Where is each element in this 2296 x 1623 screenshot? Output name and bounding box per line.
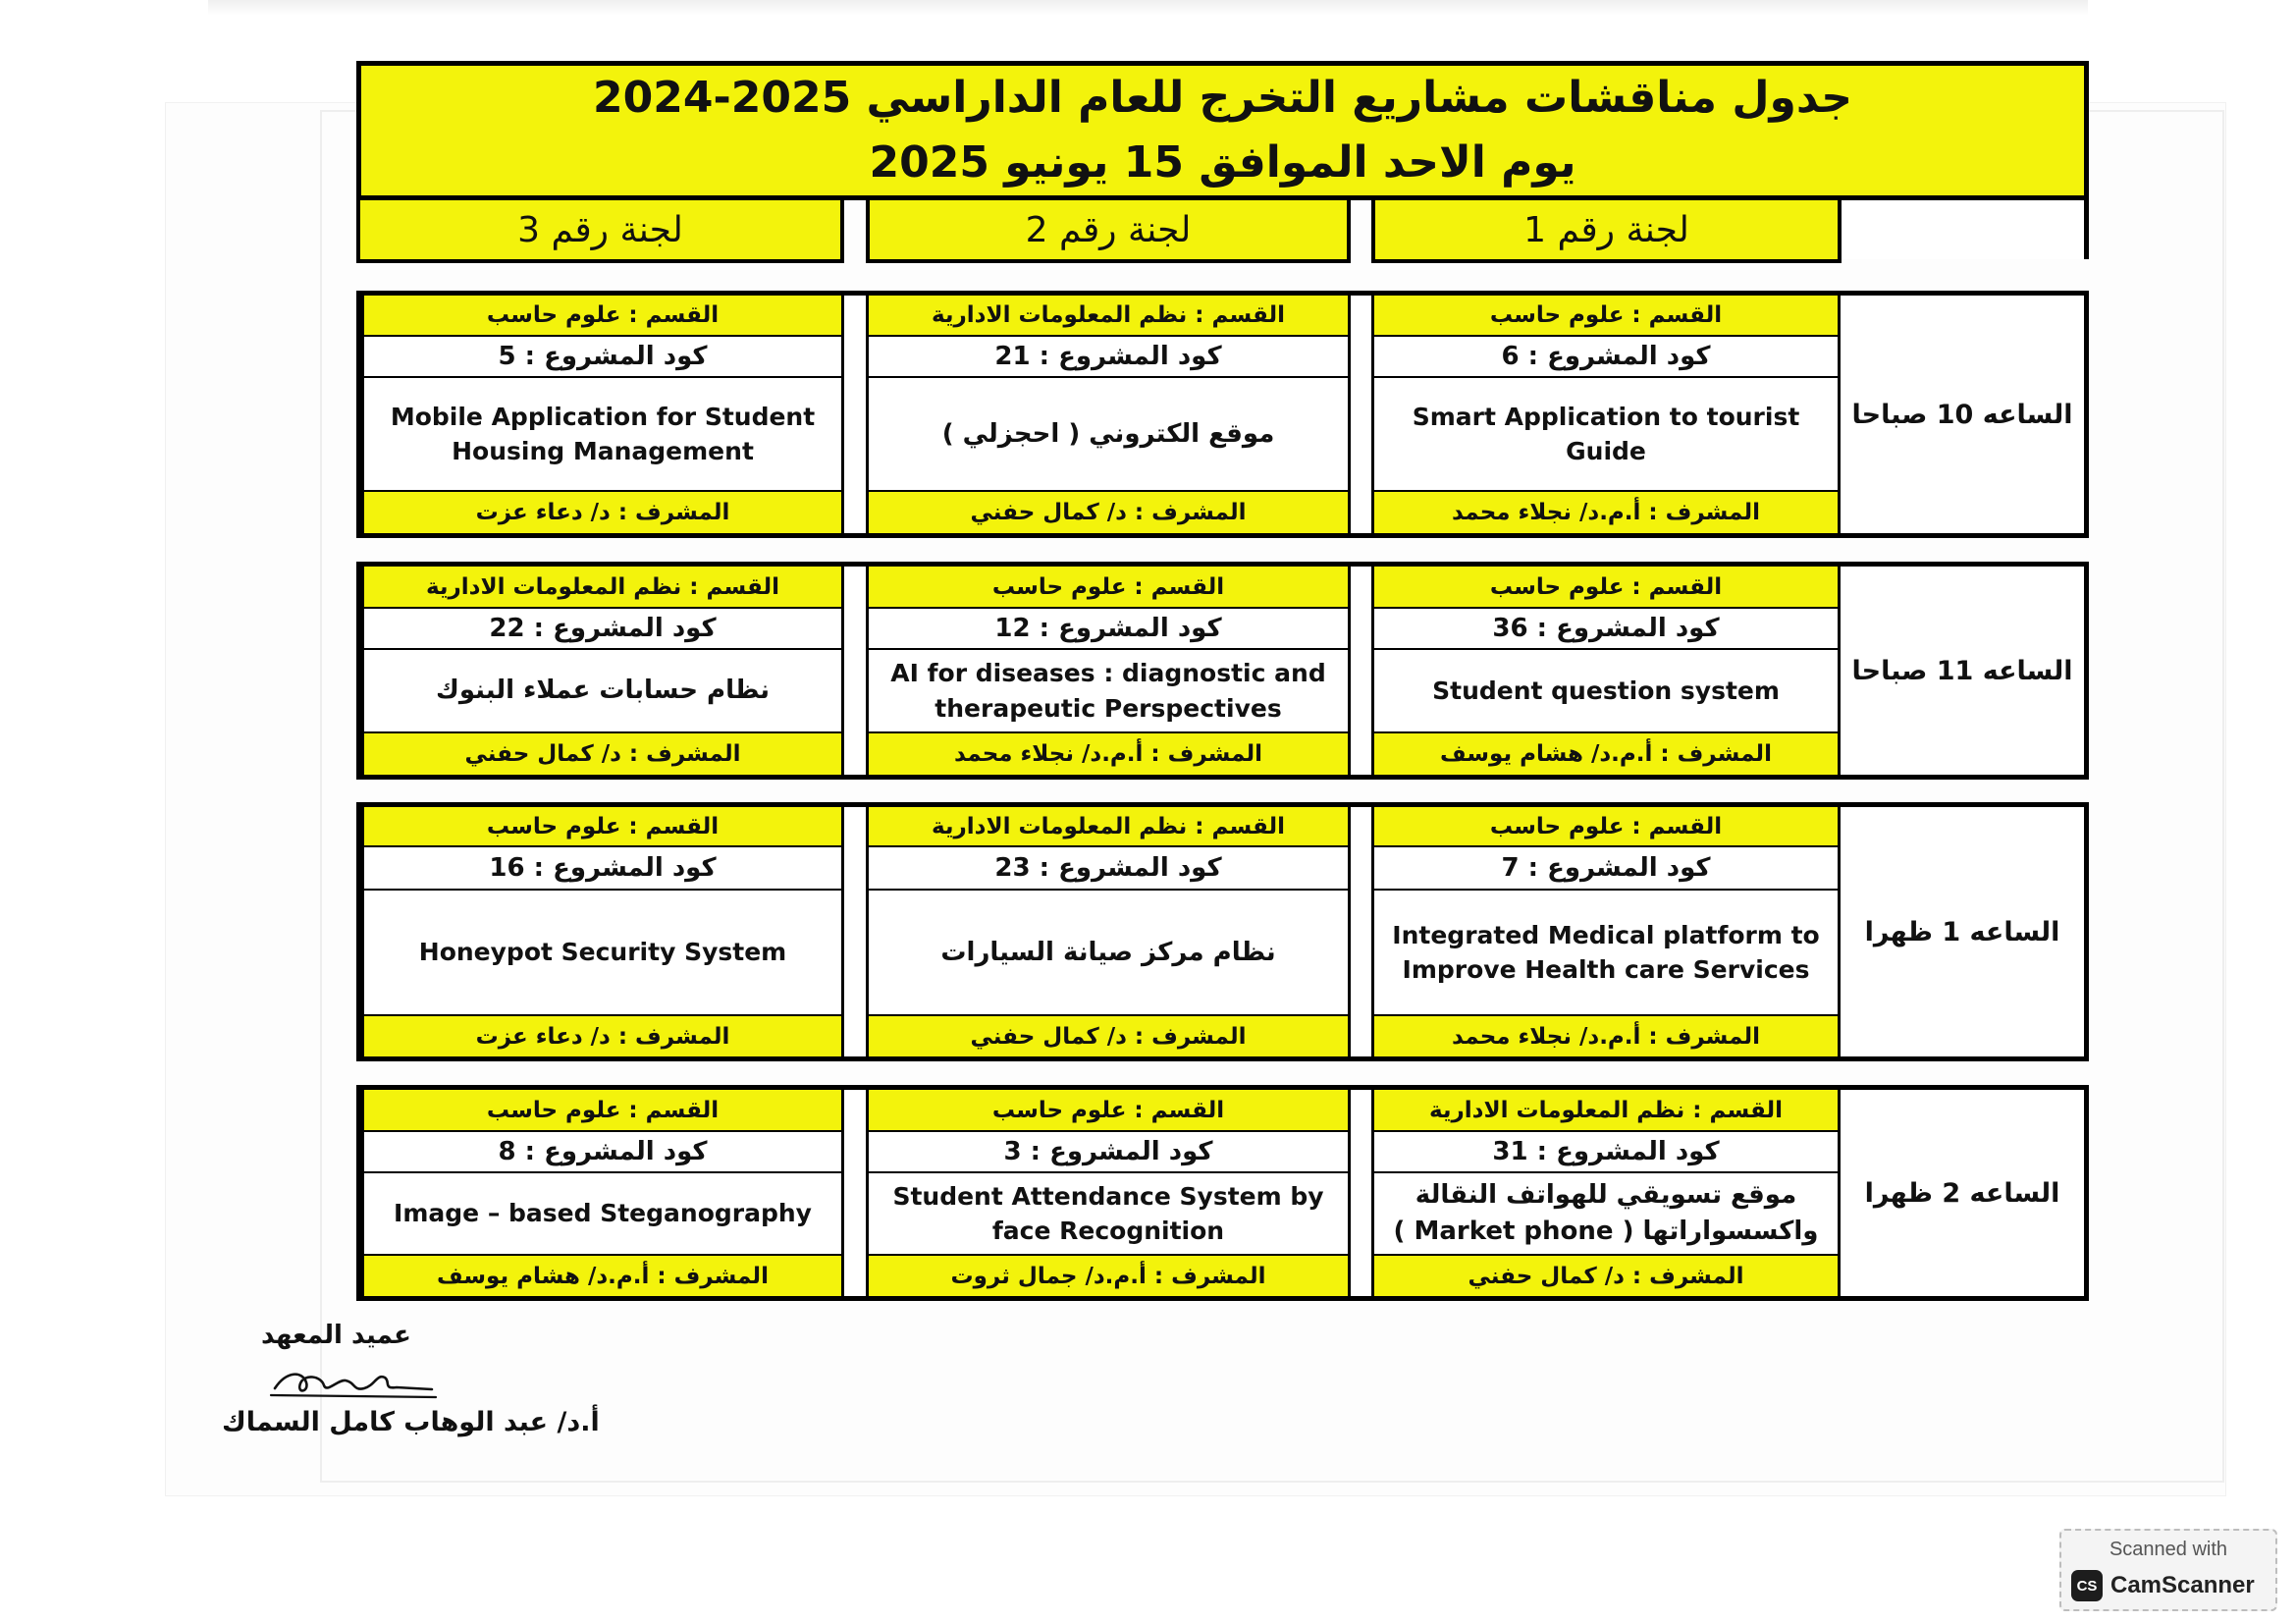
project-code: كود المشروع : 8 (364, 1132, 841, 1173)
supervisor-label: المشرف : أ.م.د/ نجلاء محمد (869, 733, 1348, 775)
project-title-line: Image – based Steganography (394, 1199, 812, 1228)
cell-committee-3 (361, 1090, 844, 1296)
cell-committee-2 (866, 1090, 1351, 1296)
project-title (364, 650, 841, 733)
supervisor-label: المشرف : د/ كمال حفني (364, 733, 841, 775)
time-slot-row (356, 1085, 2089, 1301)
department-label: القسم : علوم حاسب (869, 1090, 1348, 1132)
cell-committee-3 (361, 296, 844, 533)
project-code: كود المشروع : 31 (1374, 1132, 1838, 1173)
signatory-name: أ.د/ عبد الوهاب كامل السماك (222, 1407, 600, 1437)
time-slot-label: الساعه 11 صباحا (1841, 567, 2084, 775)
department-label: القسم : علوم حاسب (1374, 567, 1838, 609)
project-title-line: Honeypot Security System (418, 938, 787, 967)
scan-edge (208, 0, 2088, 16)
supervisor-label: المشرف : أ.م.د/ نجلاء محمد (1374, 1016, 1838, 1056)
supervisor-label: المشرف : أ.م.د/ جمال ثروت (869, 1256, 1348, 1296)
supervisor-label: المشرف : د/ دعاء عزت (364, 492, 841, 533)
cell-committee-1 (1371, 1090, 1841, 1296)
signature-mark (267, 1359, 440, 1400)
header-blank-cell (1842, 200, 2089, 259)
supervisor-label: المشرف : د/ دعاء عزت (364, 1016, 841, 1056)
time-slot-row (356, 802, 2089, 1061)
cell-committee-2 (866, 567, 1351, 775)
supervisor-label: المشرف : د/ كمال حفني (869, 492, 1348, 533)
project-code: كود المشروع : 7 (1374, 847, 1838, 891)
cell-committee-1 (1371, 567, 1841, 775)
camscanner-badge (2059, 1529, 2277, 1611)
project-code: كود المشروع : 22 (364, 609, 841, 650)
project-title (869, 378, 1348, 492)
signatory-role: عميد المعهد (261, 1321, 411, 1350)
project-code: كود المشروع : 16 (364, 847, 841, 891)
time-slot-label: الساعه 10 صباحا (1841, 296, 2084, 533)
project-code: كود المشروع : 36 (1374, 609, 1838, 650)
project-title-line: Student Attendance System by (892, 1181, 1324, 1211)
project-title (869, 650, 1348, 733)
project-title (364, 891, 841, 1016)
project-title (1374, 891, 1838, 1016)
badge-brand: CamScanner (2110, 1572, 2255, 1598)
project-title-line: Improve Health care Services (1402, 955, 1810, 984)
committee-1-header: لجنة رقم 1 (1371, 200, 1842, 263)
cell-committee-1 (1371, 296, 1841, 533)
project-code: كود المشروع : 3 (869, 1132, 1348, 1173)
project-code: كود المشروع : 23 (869, 847, 1348, 891)
supervisor-label: المشرف : أ.م.د/ هشام يوسف (364, 1256, 841, 1296)
badge-brand-row (2071, 1570, 2255, 1601)
committee-2-header: لجنة رقم 2 (866, 200, 1351, 263)
project-code: كود المشروع : 21 (869, 337, 1348, 378)
project-title (1374, 650, 1838, 733)
project-title-line: موقع الكتروني ( احجزلي ) (941, 418, 1275, 449)
department-label: القسم : علوم حاسب (364, 807, 841, 847)
committee-3-header: لجنة رقم 3 (356, 200, 844, 263)
project-title-line: نظام حسابات عملاء البنوك (436, 676, 770, 706)
project-code: كود المشروع : 12 (869, 609, 1348, 650)
project-title (1374, 378, 1838, 492)
supervisor-label: المشرف : د/ كمال حفني (1374, 1256, 1838, 1296)
department-label: القسم : علوم حاسب (1374, 807, 1838, 847)
project-title-line: Housing Management (452, 437, 754, 465)
project-title-line: Integrated Medical platform to (1392, 920, 1820, 949)
project-title (869, 891, 1348, 1016)
project-code: كود المشروع : 5 (364, 337, 841, 378)
department-label: القسم : نظم المعلومات الادارية (869, 296, 1348, 337)
project-title (869, 1173, 1348, 1256)
cell-committee-3 (361, 807, 844, 1056)
supervisor-label: المشرف : أ.م.د/ هشام يوسف (1374, 733, 1838, 775)
cell-committee-1 (1371, 807, 1841, 1056)
project-title-line: Student question system (1432, 676, 1780, 705)
project-title-line: AI for diseases : diagnostic and (890, 659, 1326, 687)
cell-committee-2 (866, 807, 1351, 1056)
department-label: القسم : نظم المعلومات الادارية (364, 567, 841, 609)
project-title-line: موقع تسويقي للهواتف النقالة (1415, 1180, 1797, 1211)
badge-caption: Scanned with (2109, 1539, 2228, 1560)
camscanner-logo-icon: CS (2071, 1570, 2103, 1601)
project-title (364, 378, 841, 492)
project-title-line: Mobile Application for Student (390, 402, 816, 431)
cell-committee-2 (866, 296, 1351, 533)
project-title (364, 1173, 841, 1256)
cell-committee-3 (361, 567, 844, 775)
time-slot-label: الساعه 1 ظهرا (1841, 807, 2084, 1056)
schedule-title (356, 61, 2089, 200)
supervisor-label: المشرف : د/ كمال حفني (869, 1016, 1348, 1056)
project-title (1374, 1173, 1838, 1256)
time-slot-label: الساعه 2 ظهرا (1841, 1090, 2084, 1296)
project-title-line: face Recognition (991, 1217, 1225, 1245)
department-label: القسم : علوم حاسب (1374, 296, 1838, 337)
time-slot-row (356, 562, 2089, 780)
department-label: القسم : علوم حاسب (364, 296, 841, 337)
department-label: القسم : نظم المعلومات الادارية (869, 807, 1348, 847)
title-line-2: يوم الاحد الموافق 15 يونيو 2025 (869, 137, 1576, 188)
department-label: القسم : علوم حاسب (869, 567, 1348, 609)
project-title-line: نظام مركز صيانة السيارات (940, 937, 1276, 967)
time-slot-row (356, 291, 2089, 538)
project-title-line: Smart Application to tourist (1412, 402, 1800, 431)
department-label: القسم : علوم حاسب (364, 1090, 841, 1132)
title-line-1: جدول مناقشات مشاريع التخرج للعام الداراسي 2025-2024 (593, 73, 1853, 123)
department-label: القسم : نظم المعلومات الادارية (1374, 1090, 1838, 1132)
project-title-line: therapeutic Perspectives (934, 693, 1282, 723)
project-code: كود المشروع : 6 (1374, 337, 1838, 378)
project-title-line: Guide (1566, 437, 1646, 465)
project-title-line: واكسسواراتها ( Market phone ) (1393, 1217, 1819, 1246)
supervisor-label: المشرف : أ.م.د/ نجلاء محمد (1374, 492, 1838, 533)
